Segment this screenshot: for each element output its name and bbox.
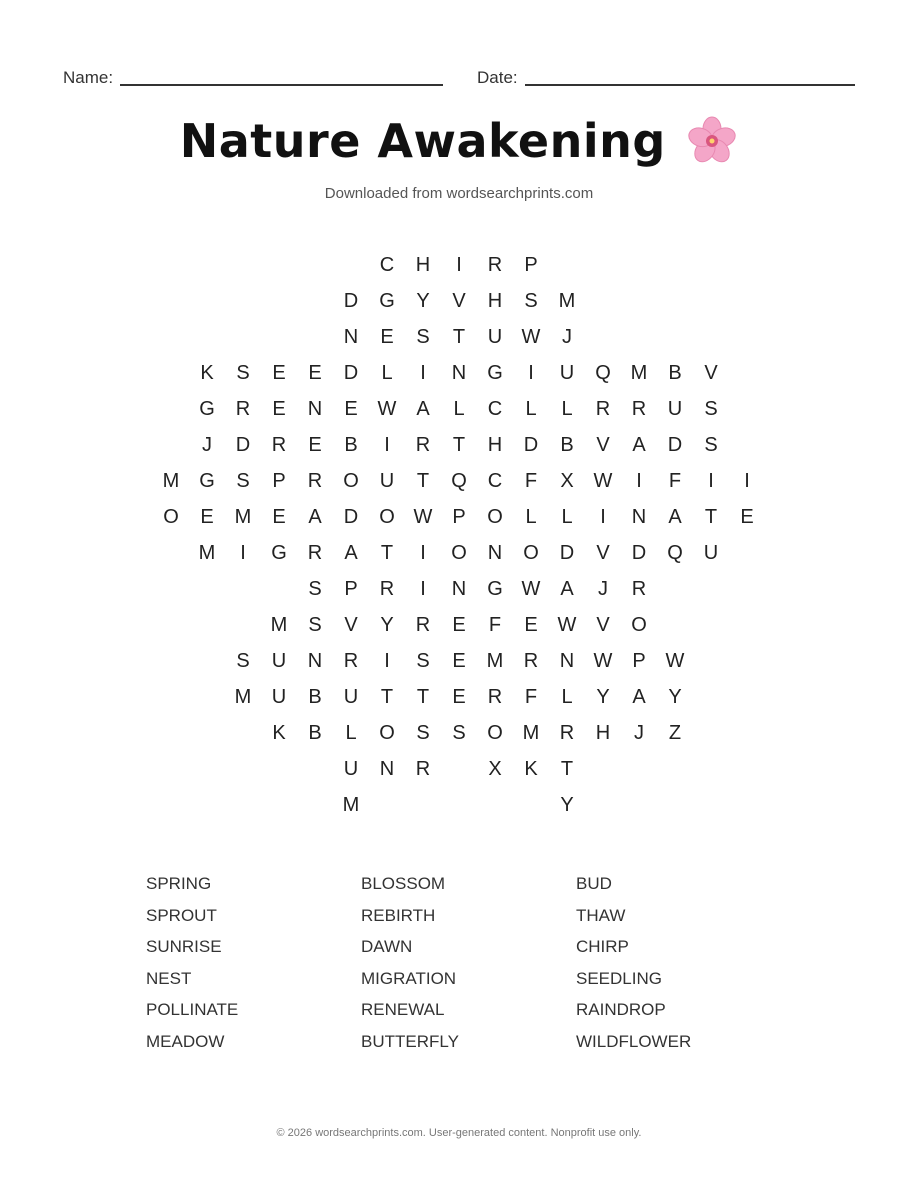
grid-letter: W: [377, 398, 397, 420]
grid-letter: E: [200, 506, 214, 528]
grid-letter: R: [379, 578, 395, 600]
grid-letter: O: [631, 614, 647, 636]
grid-letter: W: [593, 650, 613, 672]
word-list-item: RENEWAL: [361, 1000, 445, 1019]
grid-letter: R: [631, 578, 647, 600]
grid-letter: M: [486, 650, 504, 672]
grid-letter: I: [240, 542, 246, 564]
grid-letter: H: [595, 722, 611, 744]
grid-letter: E: [524, 614, 538, 636]
grid-letter: H: [487, 434, 503, 456]
grid-letter: G: [487, 578, 503, 600]
grid-letter: C: [379, 254, 395, 276]
word-list-item: BUTTERFLY: [361, 1031, 459, 1051]
grid-letter: C: [487, 398, 503, 420]
word-list-item: SUNRISE: [146, 937, 222, 956]
grid-letter: G: [271, 542, 287, 564]
grid-letter: Y: [416, 290, 430, 312]
grid-letter: S: [416, 326, 430, 348]
grid-letter: S: [524, 290, 538, 312]
grid-letter: U: [487, 326, 503, 348]
grid-letter: D: [235, 434, 251, 456]
grid-letter: D: [343, 506, 359, 528]
grid-letter: W: [521, 326, 541, 348]
word-list-item: MEADOW: [146, 1031, 225, 1051]
grid-letter: X: [560, 470, 574, 492]
grid-letter: J: [202, 434, 212, 456]
grid-letter: N: [631, 506, 647, 528]
grid-letter: Z: [668, 722, 682, 744]
grid-letter: E: [308, 434, 322, 456]
grid-letter: V: [452, 290, 466, 312]
grid-letter: R: [235, 398, 251, 420]
grid-letter: A: [632, 434, 646, 456]
grid-letter: I: [708, 470, 714, 492]
grid-letter: F: [524, 470, 538, 492]
grid-letter: I: [420, 542, 426, 564]
grid-letter: O: [487, 722, 503, 744]
grid-letter: N: [451, 362, 467, 384]
grid-letter: G: [379, 290, 395, 312]
grid-letter: E: [272, 506, 286, 528]
grid-letter: F: [488, 614, 502, 636]
grid-letter: D: [667, 434, 683, 456]
grid-letter: N: [343, 326, 359, 348]
grid-letter: R: [487, 686, 503, 708]
grid-letter: K: [200, 362, 214, 384]
grid-letter: A: [344, 542, 358, 564]
grid-letter: I: [384, 650, 390, 672]
grid-letter: L: [561, 398, 573, 420]
grid-letter: D: [343, 290, 359, 312]
grid-letter: P: [272, 470, 286, 492]
grid-letter: E: [344, 398, 358, 420]
grid-letter: R: [415, 758, 431, 780]
grid-letter: T: [416, 470, 430, 492]
grid-letter: J: [562, 326, 572, 348]
grid-letter: W: [665, 650, 685, 672]
word-list-item: BUD: [576, 874, 612, 893]
grid-letter: Y: [668, 686, 682, 708]
grid-letter: V: [596, 614, 610, 636]
grid-letter: N: [379, 758, 395, 780]
grid-letter: U: [703, 542, 719, 564]
grid-letter: T: [452, 326, 466, 348]
grid-letter: S: [308, 614, 322, 636]
grid-letter: J: [634, 722, 644, 744]
grid-letter: L: [381, 362, 393, 384]
grid-letter: S: [704, 434, 718, 456]
grid-letter: R: [307, 542, 323, 564]
grid-letter: I: [420, 578, 426, 600]
word-list-item: POLLINATE: [146, 1000, 239, 1019]
word-list-item: CHIRP: [576, 937, 629, 956]
grid-letter: T: [452, 434, 466, 456]
word-list-item: THAW: [576, 905, 626, 925]
grid-letter: E: [308, 362, 322, 384]
grid-letter: I: [384, 434, 390, 456]
grid-letter: L: [561, 686, 573, 708]
grid-letter: J: [598, 578, 608, 600]
grid-letter: Q: [451, 470, 467, 492]
grid-letter: F: [524, 686, 538, 708]
grid-letter: H: [487, 290, 503, 312]
grid-letter: T: [704, 506, 718, 528]
page-title: Nature Awakening: [179, 114, 666, 168]
cherry-blossom-icon: [686, 115, 738, 167]
grid-letter: T: [560, 758, 574, 780]
word-list: [146, 874, 786, 1064]
word-list-item: SPRING: [146, 874, 212, 893]
grid-letter: M: [558, 290, 576, 312]
grid-letter: I: [744, 470, 750, 492]
grid-letter: U: [343, 758, 359, 780]
grid-letter: R: [487, 254, 503, 276]
grid-letter: M: [162, 470, 180, 492]
grid-letter: N: [307, 398, 323, 420]
grid-letter: G: [199, 398, 215, 420]
grid-letter: B: [668, 362, 682, 384]
grid-letter: Q: [667, 542, 683, 564]
grid-letter: A: [308, 506, 322, 528]
grid-letter: I: [420, 362, 426, 384]
date-label: Date:: [477, 68, 518, 87]
grid-letter: I: [528, 362, 534, 384]
grid-letter: H: [415, 254, 431, 276]
grid-letter: A: [668, 506, 682, 528]
grid-letter: U: [271, 650, 287, 672]
grid-letter: I: [636, 470, 642, 492]
grid-letter: X: [488, 758, 502, 780]
grid-letter: F: [668, 470, 682, 492]
grid-letter: W: [593, 470, 613, 492]
grid-letter: B: [344, 434, 358, 456]
grid-letter: D: [523, 434, 539, 456]
grid-letter: A: [560, 578, 574, 600]
grid-letter: S: [452, 722, 466, 744]
footer-text: © 2026 wordsearchprints.com. User-generated content. Nonprofit use only.: [276, 1127, 642, 1139]
grid-letter: R: [415, 434, 431, 456]
grid-letter: O: [379, 722, 395, 744]
grid-letter: U: [559, 362, 575, 384]
grid-letter: P: [632, 650, 646, 672]
grid-letter: N: [559, 650, 575, 672]
grid-letter: L: [453, 398, 465, 420]
grid-letter: E: [272, 398, 286, 420]
grid-letter: U: [343, 686, 359, 708]
grid-letter: R: [307, 470, 323, 492]
grid-letter: E: [380, 326, 394, 348]
grid-letter: D: [631, 542, 647, 564]
grid-letter: A: [416, 398, 430, 420]
grid-letter: D: [559, 542, 575, 564]
grid-letter: R: [559, 722, 575, 744]
grid-letter: E: [740, 506, 754, 528]
grid-letter: L: [525, 506, 537, 528]
grid-letter: S: [704, 398, 718, 420]
grid-letter: B: [560, 434, 574, 456]
grid-letter: U: [667, 398, 683, 420]
grid-letter: V: [704, 362, 718, 384]
grid-letter: N: [307, 650, 323, 672]
grid-letter: D: [343, 362, 359, 384]
grid-letter: R: [415, 614, 431, 636]
grid-letter: W: [557, 614, 577, 636]
grid-letter: R: [595, 398, 611, 420]
subtitle: Downloaded from wordsearchprints.com: [324, 185, 594, 202]
grid-letter: A: [632, 686, 646, 708]
grid-letter: T: [380, 542, 394, 564]
word-list-item: REBIRTH: [361, 905, 436, 925]
grid-letter: Y: [380, 614, 394, 636]
grid-letter: O: [163, 506, 179, 528]
grid-letter: U: [379, 470, 395, 492]
grid-letter: M: [198, 542, 216, 564]
grid-letter: O: [451, 542, 467, 564]
grid-letter: S: [236, 362, 250, 384]
grid-letter: M: [630, 362, 648, 384]
grid-letter: S: [416, 650, 430, 672]
grid-letter: V: [596, 434, 610, 456]
date-line[interactable]: [525, 84, 855, 86]
grid-letter: W: [521, 578, 541, 600]
grid-letter: T: [416, 686, 430, 708]
word-list-item: BLOSSOM: [361, 874, 446, 893]
grid-letter: S: [308, 578, 322, 600]
grid-letter: N: [487, 542, 503, 564]
word-list-item: RAINDROP: [576, 1000, 666, 1019]
grid-letter: M: [342, 794, 360, 816]
word-list-item: WILDFLOWER: [576, 1031, 692, 1051]
date-field[interactable]: [477, 68, 855, 90]
grid-letter: E: [452, 686, 466, 708]
grid-letter: I: [456, 254, 462, 276]
grid-letter: M: [270, 614, 288, 636]
grid-letter: Y: [596, 686, 610, 708]
grid-letter: M: [234, 506, 252, 528]
grid-letter: S: [416, 722, 430, 744]
grid-letter: N: [451, 578, 467, 600]
grid-letter: P: [524, 254, 538, 276]
grid-letter: B: [308, 722, 322, 744]
grid-letter: M: [234, 686, 252, 708]
grid-letter: L: [525, 398, 537, 420]
grid-letter: I: [600, 506, 606, 528]
grid-letter: V: [344, 614, 358, 636]
grid-letter: S: [236, 650, 250, 672]
grid-letter: P: [452, 506, 466, 528]
grid-letter: R: [271, 434, 287, 456]
word-list-item: NEST: [146, 968, 192, 988]
grid-letter: E: [452, 650, 466, 672]
grid-letter: W: [413, 506, 433, 528]
grid-letter: K: [272, 722, 286, 744]
grid-letter: E: [452, 614, 466, 636]
grid-letter: O: [487, 506, 503, 528]
grid-letter: M: [522, 722, 540, 744]
grid-letter: L: [345, 722, 357, 744]
grid-letter: O: [523, 542, 539, 564]
grid-letter: Y: [560, 794, 574, 816]
grid-letter: S: [236, 470, 250, 492]
grid-letter: T: [380, 686, 394, 708]
title-block: [0, 114, 918, 168]
word-list-item: SEEDLING: [576, 968, 662, 988]
grid-letter: C: [487, 470, 503, 492]
grid-letter: O: [343, 470, 359, 492]
grid-letter: V: [596, 542, 610, 564]
grid-letter: U: [271, 686, 287, 708]
grid-letter: K: [524, 758, 538, 780]
name-line[interactable]: [120, 84, 443, 86]
grid-letter: Q: [595, 362, 611, 384]
word-list-item: SPROUT: [146, 905, 217, 925]
grid-letter: R: [631, 398, 647, 420]
grid-letter: P: [344, 578, 358, 600]
grid-letter: E: [272, 362, 286, 384]
grid-letter: G: [487, 362, 503, 384]
grid-letter: B: [308, 686, 322, 708]
word-list-item: DAWN: [361, 937, 413, 956]
grid-letter: L: [561, 506, 573, 528]
word-list-item: MIGRATION: [361, 968, 457, 988]
grid-letter: R: [343, 650, 359, 672]
grid-letter: G: [199, 470, 215, 492]
grid-letter: O: [379, 506, 395, 528]
grid-letter: R: [523, 650, 539, 672]
name-field[interactable]: [63, 68, 443, 90]
name-label: Name:: [63, 68, 114, 87]
